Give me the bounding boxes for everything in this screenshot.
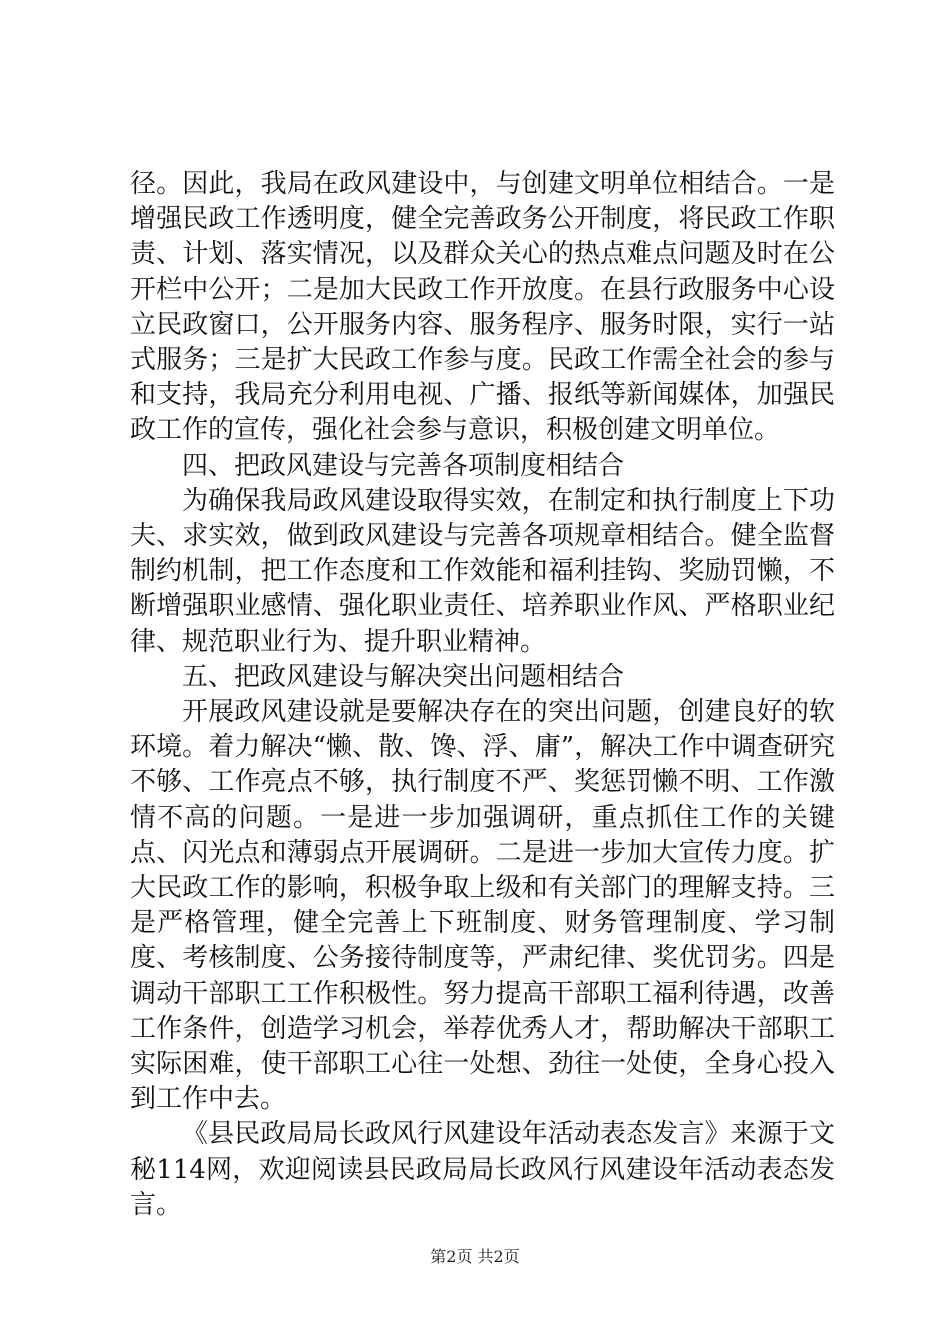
- document-body: [130, 167, 835, 1223]
- paragraph-section-four: 为确保我局政风建设取得实效，在制定和执行制度上下功夫、求实效，做到政风建设与完善各项规章相结合。健全监督制约机制，把工作态度和工作效能和福利挂钩、奖励罚懒，不断增强职业感情、强化职业责任、培养职业作风、严格职业纪律、规范职业行为、提升职业精神。: [130, 485, 835, 657]
- paragraph-continuation: 径。因此，我局在政风建设中，与创建文明单位相结合。一是增强民政工作透明度，健全完善政务公开制度，将民政工作职责、计划、落实情况，以及群众关心的热点难点问题及时在公开栏中公开；二是加大民政工作开放度。在县行政服务中心设立民政窗口，公开服务内容、服务程序、服务时限，实行一站式服务；三是扩大民政工作参与度。民政工作需全社会的参与和支持，我局充分利用电视、广播、报纸等新闻媒体，加强民政工作的宣传，强化社会参与意识，积极创建文明单位。: [130, 169, 835, 446]
- section-heading-four: 四、把政风建设与完善各项制度相结合: [182, 450, 625, 481]
- page-number-footer: 第2页 共2页: [430, 1247, 520, 1266]
- paragraph-source-note: 《县民政局局长政风行风建设年活动表态发言》来源于文秘114网，欢迎阅读县民政局局长政风行风建设年活动表态发言。: [130, 1119, 835, 1220]
- section-heading-five: 五、把政风建设与解决突出问题相结合: [182, 661, 625, 692]
- paragraph-section-five: 开展政风建设就是要解决存在的突出问题，创建良好的软环境。着力解决“懒、散、馋、浮、庸”，解决工作中调查研究不够、工作亮点不够，执行制度不严、奖惩罚懒不明、工作激情不高的问题。一是进一步加强调研，重点抓住工作的关键点、闪光点和薄弱点开展调研。二是进一步加大宣传力度。扩大民政工作的影响，积极争取上级和有关部门的理解支持。三是严格管理，健全完善上下班制度、财务管理制度、学习制度、考核制度、公务接待制度等，严肃纪律、奖优罚劣。四是调动干部职工工作积极性。努力提高干部职工福利待遇，改善工作条件，创造学习机会，举荐优秀人才，帮助解决干部职工实际困难，使干部职工心往一处想、劲往一处使，全身心投入到工作中去。: [130, 697, 835, 1115]
